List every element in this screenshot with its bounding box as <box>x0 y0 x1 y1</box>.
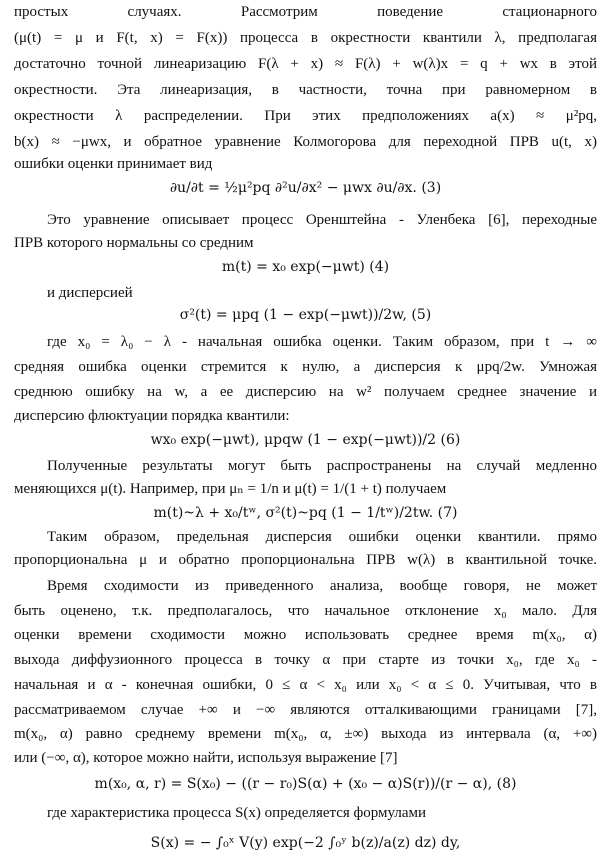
text-line: начальная и α - конечная ошибки, 0 ≤ α < x₀ или x₀ < α ≤ 0. Учитывая, что в <box>14 677 597 693</box>
text-line: m(x₀, α) равно среднему времени m(x₀, α, ±∞) выхода из интервала (α, +∞) <box>14 726 597 742</box>
text-line: среднюю ошибку на w, а ее дисперсию на w² получаем среднее значение и <box>14 384 597 400</box>
text-line: где x₀ = λ₀ − λ - начальная ошибка оценки. Таким образом, при t → ∞ <box>47 334 597 350</box>
text-line: Время сходимости из приведенного анализа, вообще говоря, не может <box>47 578 597 594</box>
text-line: пропорциональна μ и обратно пропорциональна ПРВ w(λ) в квантильной точке. <box>14 552 597 568</box>
equation-s: S(x) = − ∫₀ˣ V(y) exp(−2 ∫₀ʸ b(z)/a(z) dz) dy, <box>150 835 461 851</box>
text-line: быть оценено, т.к. предполагалось, что начальное отклонение x₀ мало. Для <box>14 603 597 619</box>
equation-5: σ²(t) = μpq (1 − exp(−μwt))/2w, (5) <box>179 307 432 323</box>
equation-6: wx₀ exp(−μwt), μpqw (1 − exp(−μwt))/2 (6) <box>150 432 461 448</box>
equation-4: m(t) = x₀ exp(−μwt) (4) <box>221 259 390 275</box>
text-line: Таким образом, предельная дисперсия ошибки оценки квантили. прямо <box>47 529 597 545</box>
text-line: меняющихся μ(t). Например, при μₙ = 1/n и μ(t) = 1/(1 + t) получаем <box>14 481 447 497</box>
text-line: выхода диффузионного процесса в точку α при старте из точки x₀, где x₀ - <box>14 652 597 668</box>
text-line: окрестности λ распределении. При этих предположениях a(x) ≈ μ²pq, <box>14 108 597 124</box>
text-line: и дисперсией <box>47 285 133 301</box>
text-line: или (−∞, α), которое можно найти, используя выражение [7] <box>14 750 398 766</box>
text-line: окрестности. Эта линеаризация, в частности, точна при равномерном в <box>14 82 597 98</box>
text-line: средняя ошибка оценки стремится к нулю, а дисперсия к μpq/2w. Умножая <box>14 359 597 375</box>
text-line: где характеристика процесса S(x) определяется формулами <box>47 805 427 821</box>
text-line: Это уравнение описывает процесс Оренштейна - Уленбека [6], переходные <box>47 212 597 228</box>
equation-7: m(t)~λ + x₀/tʷ, σ²(t)~pq (1 − 1/tʷ)/2tw. (7) <box>153 505 458 521</box>
equation-8: m(x₀, α, r) = S(x₀) − ((r − r₀)S(α) + (x₀ − α)S(r))/(r − α), (8) <box>94 776 517 792</box>
text-line: ошибки оценки принимает вид <box>14 156 213 172</box>
text-line: b(x) ≈ −μwx, и обратное уравнение Колмогорова для переходной ПРВ u(t, x) <box>14 134 597 150</box>
text-line: дисперсию флюктуации порядка квантили: <box>14 408 290 424</box>
equation-3: ∂u/∂t = ½μ²pq ∂²u/∂x² − μwx ∂u/∂x. (3) <box>169 180 442 196</box>
text-line: оценки времени сходимости можно использовать среднее время m(x₀, α) <box>14 627 597 643</box>
text-line: Полученные результаты могут быть распространены на случай медленно <box>47 458 597 474</box>
text-line: ПРВ которого нормальны со средним <box>14 235 254 251</box>
text-line: рассматриваемом случае +∞ и −∞ являются отталкивающими границами [7], <box>14 702 597 718</box>
text-line: простых случаях. Рассмотрим поведение стационарного <box>14 4 597 20</box>
text-line: достаточно точной линеаризацию F(λ + x) ≈ F(λ) + w(λ)x = q + wx в этой <box>14 56 597 72</box>
text-line: (μ(t) = μ и F(t, x) = F(x)) процесса в окрестности квантили λ, предполагая <box>14 30 597 46</box>
